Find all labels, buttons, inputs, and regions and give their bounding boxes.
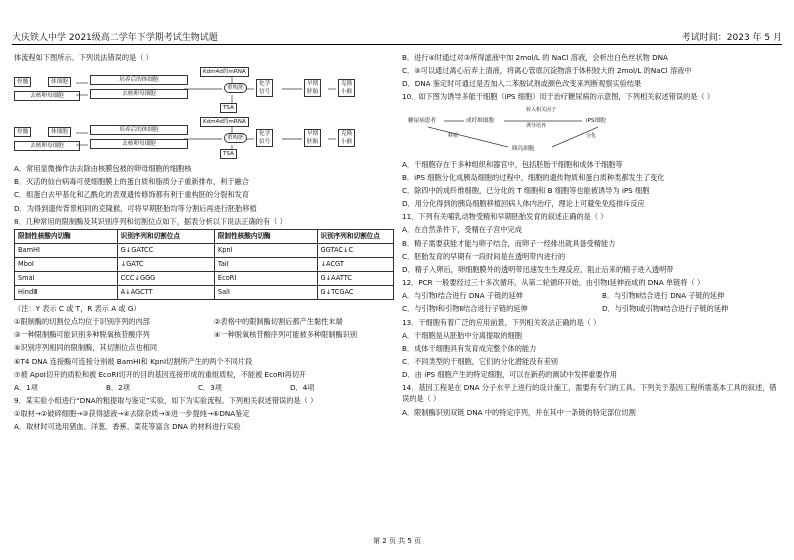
box-chemical-signal-1: 化学 信号 — [256, 79, 273, 97]
table-cell: SalⅠ — [214, 285, 317, 299]
box-tsa-2: TSA — [220, 149, 237, 159]
table-row — [15, 271, 394, 285]
box-mrna-2: Kdm4d的mRNA — [200, 117, 249, 127]
school-exam-title: 大庆铁人中学 2021级高二学年下学期考试生物试题 — [12, 33, 218, 43]
table-header-cell: 识别序列和切割位点 — [117, 229, 214, 243]
q10-option-a: A．干细胞存在于多种组织和器官中，包括胚胎干细胞和成体干细胞等 — [402, 159, 623, 169]
box-top-process-2: 去核卵母细胞 — [90, 89, 188, 99]
box-early-embryo-1: 早期 胚胎 — [304, 79, 321, 97]
q9-option-c: C．⑤可以通过离心后弃上清液，将离心管底沉淀物溶于体积较大的 2mol/L 的NaCl 溶液中 — [402, 66, 692, 76]
label-transplant: 移植 — [448, 132, 459, 139]
box-enucleated-oocyte: 去核卵母细胞 — [14, 91, 80, 101]
q8-items-3-4 — [14, 329, 394, 340]
exam-time: 考试时间：2023 年 5 月 — [681, 33, 782, 43]
q8-item-3: ③一种限制酶可能识别多种脱氧核苷酸序列 — [14, 330, 150, 340]
table-cell: G↓TCGAC — [317, 285, 393, 299]
table-cell: A↓AGCTT — [117, 285, 214, 299]
table-cell: ↓GATC — [117, 257, 214, 271]
table-cell: G↓AATTC — [317, 271, 393, 285]
enzyme-table — [14, 229, 394, 300]
table-cell: MboⅠ — [15, 257, 118, 271]
box-reconstructed-embryo-1: 重构胚 — [224, 83, 247, 93]
box-bone-marrow-2: 骨髓 — [14, 127, 31, 137]
box-enucleated-oocyte-2: 去核卵母细胞 — [14, 141, 80, 151]
q10-option-d: D．用分化得到的胰岛细胞移植回病人体内治疗，理论上可避免免疫排斥反应 — [402, 199, 645, 209]
q11-option-b: B．精子需要获能才能与卵子结合，而卵子一经排出就具备受精能力 — [402, 238, 616, 248]
q12-option-a: A．与引物Ⅰ结合进行 DNA 子链的延伸 — [402, 291, 523, 301]
label-islet-cell: 胰岛细胞 — [512, 145, 535, 152]
q12-option-b: B．与引物Ⅱ结合进行 DNA 子链的延伸 — [602, 291, 725, 301]
right-column — [402, 52, 782, 420]
box-cloned-monkey-1: 克隆 小猴 — [338, 79, 355, 97]
table-header-cell: 限制性核酸内切酶 — [214, 229, 317, 243]
q13-option-a: A．干细胞是从胚胎中分离提取的细胞 — [402, 330, 522, 340]
q13-option-b: B．成体干细胞具有发育成完整个体的能力 — [402, 343, 537, 353]
q7-option-c: C．组蛋白去甲基化和乙酰化的表观遗传修饰都有利于重构胚的分裂和发育 — [14, 190, 250, 200]
table-cell: TaiⅠ — [214, 257, 317, 271]
q8-options — [14, 382, 394, 393]
q8-item-5: ⑤识别序列相同的限制酶，其切割位点也相同 — [14, 343, 158, 353]
table-cell: KpnⅠ — [214, 243, 317, 257]
q11-stem: 11．下列有关哺乳动物受精和早期胚胎发育的叙述正确的是（ ） — [402, 212, 608, 222]
q8-item-7: ⑦被 ApoⅠ切开的质粒和被 EcoRⅠ切开的目的基因连接形成的重组质粒，不能被 EcoRⅠ再切开 — [14, 369, 307, 379]
q10-stem: 10．如下图为诱导多能干细胞（iPS 细胞）用于治疗糖尿病的示意图，下列相关叙述错误的是（ ） — [402, 92, 715, 102]
box-process-2a: 培养后的体细胞 — [90, 125, 188, 135]
q8-option-b: B．2项 — [106, 382, 130, 392]
q7-option-d: D．为得到遗传背景相同的克隆猴，可将早期胚胎均等分割后再进行胚胎移植 — [14, 203, 257, 213]
table-header-row — [15, 229, 394, 243]
q7-option-a: A．常用显微操作法去除由核膜包被的卵母细胞的细胞核 — [14, 164, 192, 174]
page-header — [12, 30, 782, 45]
q13-option-d: D．由 iPS 细胞产生的特定细胞，可以在新药的测试中发挥重要作用 — [402, 370, 618, 380]
label-differentiation: 分化 — [586, 132, 597, 139]
table-header-cell: 限制性核酸内切酶 — [15, 229, 118, 243]
q10-option-b: B．iPS 细胞分化成胰岛细胞的过程中，细胞的遗传物质和蛋白质种类都发生了变化 — [402, 172, 665, 182]
q13-option-c: C．不同类型的干细胞，它们的分化潜能没有差别 — [402, 356, 558, 366]
q8-stem: 8．几种常用的限制酶及其识别序列和切割位点如下，据表分析以下说法正确的有（ ） — [14, 216, 287, 226]
table-row — [15, 285, 394, 299]
q7-stem: 体流程如下图所示。下列说法错误的是（ ） — [14, 53, 153, 62]
q8-option-d: D．4项 — [290, 382, 315, 392]
table-cell: G↓GATCC — [117, 243, 214, 257]
box-reconstructed-embryo-2: 重构胚 — [224, 133, 247, 143]
q9-stem: 9．某实验小组进行“DNA的粗提取与鉴定”实验，如下为实验流程。下列相关叙述错误的是（ ） — [14, 396, 318, 406]
q8-item-1: ①限制酶的切割位点均位于识别序列的内部 — [14, 317, 150, 327]
label-arrow-top: 转入相关因子 — [526, 106, 557, 113]
box-somatic-cell: 体细胞 — [48, 77, 71, 87]
box-bone-marrow: 骨髓 — [14, 77, 31, 87]
q12-stem: 12．PCR 一般要经过三十多次循环，从第二轮循环开始，由引物Ⅰ延伸而成的 DNA 单链将（ ） — [402, 278, 705, 288]
q11-option-d: D．精子入卵后，卵细胞膜外的透明带迅速发生生理反应，阻止后来的精子进入透明带 — [402, 264, 674, 274]
flow-arrows — [14, 65, 394, 159]
box-chemical-signal-2: 化学 信号 — [256, 129, 273, 147]
q12-option-d: D．与引物Ⅰ或引物Ⅱ结合进行子链的延伸 — [602, 304, 729, 314]
box-tsa-1: TSA — [220, 103, 237, 113]
box-somatic-cell-2: 体细胞 — [48, 127, 71, 137]
page-footer: 第 2 页 共 5 页 — [372, 537, 422, 545]
box-cloned-monkey-2: 克隆 小猴 — [338, 129, 355, 147]
label-patient: 糖尿病患者 — [408, 117, 436, 124]
box-process-2b: 去核卵母细胞 — [90, 139, 188, 149]
q13-stem: 13．干细胞有着广泛的应用前景，下列相关说法正确的是（ ） — [402, 317, 601, 327]
label-fibroblast: 成纤维细胞 — [466, 117, 494, 124]
table-row — [15, 243, 394, 257]
left-column — [14, 52, 394, 435]
box-mrna-1: Kdm4d的mRNA — [200, 67, 249, 77]
q14-stem: 14．基因工程是在 DNA 分子水平上进行的设计施工，需要有专门的工具。下列关于基因工程所需基本工具的叙述，错误的是（ ） — [402, 383, 777, 404]
q9-flow: ①取材→②破碎细胞→③获得滤液→④去除杂质→⑤进一步提纯→⑥DNA鉴定 — [14, 409, 250, 419]
q11-option-c: C．胚胎发育的早期有一段时间是在透明带内进行的 — [402, 251, 566, 261]
box-early-embryo-2: 早期 胚胎 — [304, 129, 321, 147]
q11-option-a: A．在自然条件下，受精在子宫中完成 — [402, 225, 522, 235]
q7-option-b: B．灭活的仙台病毒可使细胞膜上的蛋白质和脂质分子重新排布，利于融合 — [14, 177, 249, 187]
q12-options-ab — [402, 290, 782, 301]
q8-item-6: ⑥T4 DNA 连接酶可连接分别被 BamHⅠ和 KpnⅠ切割所产生的两个不同片段 — [14, 356, 253, 366]
q10-option-c: C．除四中的成纤维细胞，已分化的 T 细胞和 B 细胞等也能被诱导为 iPS 细胞 — [402, 185, 650, 195]
table-cell: GGTAC↓C — [317, 243, 393, 257]
q12-option-c: C．与引物Ⅰ和引物Ⅱ结合进行子链的延伸 — [402, 304, 528, 314]
ips-arrows — [408, 105, 648, 155]
table-header-cell: 识别序列和切割位点 — [317, 229, 393, 243]
table-cell: SmaⅠ — [15, 271, 118, 285]
q8-item-2: ②表格中的限制酶切割后都产生黏性末端 — [214, 317, 343, 327]
box-top-process-1: 培养后的体细胞 — [90, 75, 188, 85]
q9-option-d: D．DNA 鉴定时可通过是否加入二苯胺试剂或颜色改变来判断观察实验结果 — [402, 79, 642, 89]
cloning-flow-diagram — [14, 65, 394, 159]
ips-diagram — [408, 105, 782, 155]
table-cell: BamHⅠ — [15, 243, 118, 257]
label-ips-cell: iPS细胞 — [586, 117, 606, 124]
table-cell: HindⅢ — [15, 285, 118, 299]
q9-option-b: B．进行④时通过对③所得滤液中加 2mol/L 的 NaCl 溶液，会析出白色丝状物 DNA — [402, 53, 668, 62]
q8-option-a: A．1项 — [14, 382, 38, 392]
q14-option-a: A．限制酶识别双链 DNA 中的特定序列，并在其中一条链的特定部位切割 — [402, 407, 636, 417]
q8-option-c: C．3项 — [198, 382, 222, 392]
table-cell: CCC↓GGG — [117, 271, 214, 285]
table-row — [15, 257, 394, 271]
q8-item-4: ④一种脱氧核苷酸序列可能被多种限制酶识别 — [214, 330, 358, 340]
table-cell: EcoRⅠ — [214, 271, 317, 285]
table-cell: ↓ACGT — [317, 257, 393, 271]
label-arrow-bottom: 诱导培养 — [526, 122, 547, 129]
q12-options-cd — [402, 303, 782, 314]
q9-option-a: A．取材时可选用猪血、洋葱、香蕉、菜花等富含 DNA 的材料进行实验 — [14, 422, 241, 432]
q8-note: （注：Y 表示 C 或 T，R 表示 A 或 G） — [14, 303, 141, 313]
q8-items-1-2 — [14, 316, 394, 327]
